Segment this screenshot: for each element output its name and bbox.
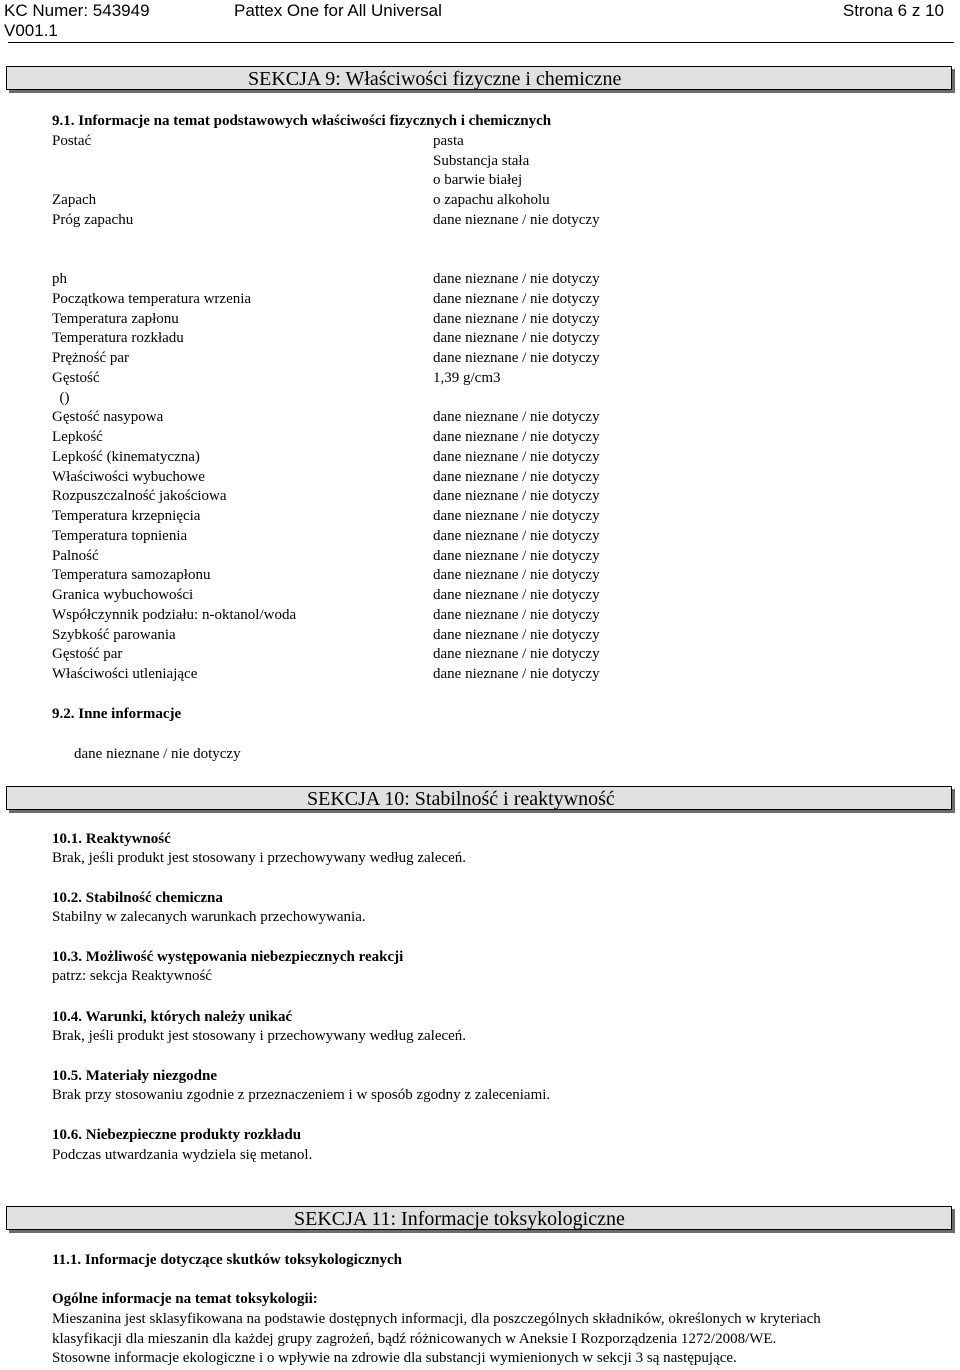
property-label: Początkowa temperatura wrzenia: [52, 290, 252, 307]
section10-2-heading: 10.2. Stabilność chemiczna: [52, 890, 223, 906]
form-label: Postać: [52, 133, 92, 149]
property-row: [52, 468, 952, 488]
section10-3-text: patrz: sekcja Reaktywność: [52, 968, 212, 984]
property-label: Temperatura topnienia: [52, 527, 188, 544]
section9-2-heading: 9.2. Inne informacje: [52, 706, 182, 722]
property-row: [52, 369, 952, 389]
property-row: [52, 665, 952, 685]
section10-1-text: Brak, jeśli produkt jest stosowany i przechowywany według zaleceń.: [52, 850, 467, 866]
property-value: dane nieznane / nie dotyczy: [433, 271, 600, 287]
odor-label: Zapach: [52, 192, 97, 208]
header-rule: [8, 42, 954, 43]
property-label: Granica wybuchowości: [52, 587, 194, 603]
property-label: Temperatura rozkładu: [52, 330, 184, 347]
section9-2-text: dane nieznane / nie dotyczy: [74, 746, 241, 762]
property-row: [52, 586, 952, 606]
property-row: [52, 349, 952, 369]
property-label: Rozpuszczalność jakościowa: [52, 488, 227, 505]
property-row: [52, 428, 952, 448]
toxicology-general-heading: Ogólne informacje na temat toksykologii:: [52, 1291, 318, 1307]
version: V001.1: [4, 21, 58, 40]
section11-title: SEKCJA 11: Informacje toksykologiczne: [294, 1208, 625, 1230]
odor-threshold-label: Próg zapachu: [52, 212, 134, 228]
property-value: dane nieznane / nie dotyczy: [433, 666, 600, 682]
property-value: 1,39 g/cm3: [433, 369, 501, 386]
section9-title: SEKCJA 9: Właściwości fizyczne i chemiczne: [248, 68, 622, 90]
property-row: [52, 310, 952, 330]
toxicology-text-line: Stosowne informacje ekologiczne i o wpływie na zdrowie dla substancji wymienionych w sekcji 3 są następujące.: [52, 1350, 737, 1366]
product-name: Pattex One for All Universal: [234, 1, 442, 20]
section10-6-text: Podczas utwardzania wydziela się metanol.: [52, 1147, 313, 1163]
property-label: Gęstość nasypowa: [52, 409, 164, 426]
property-value: dane nieznane / nie dotyczy: [433, 606, 600, 623]
property-value: dane nieznane / nie dotyczy: [433, 409, 600, 426]
section10-4-text: Brak, jeśli produkt jest stosowany i przechowywany według zaleceń.: [52, 1028, 467, 1044]
property-row: [52, 448, 952, 468]
section10-5-text: Brak przy stosowaniu zgodnie z przeznaczeniem i w sposób zgodny z zaleceniami.: [52, 1087, 551, 1103]
property-label: Lepkość: [52, 429, 103, 445]
property-value: dane nieznane / nie dotyczy: [433, 310, 600, 327]
odor-threshold-value: dane nieznane / nie dotyczy: [433, 212, 600, 228]
property-value: dane nieznane / nie dotyczy: [433, 567, 600, 584]
property-row: [52, 527, 952, 547]
property-label: Szybkość parowania: [52, 626, 176, 643]
property-row: [52, 408, 952, 428]
section10-3-heading: 10.3. Możliwość występowania niebezpiecznych reakcji: [52, 949, 404, 965]
properties-list: [52, 270, 952, 685]
form-value: Substancja stała: [433, 153, 530, 169]
section10-2-text: Stabilny w zalecanych warunkach przechowywania.: [52, 909, 366, 925]
property-label: Gęstość: [52, 369, 100, 386]
property-label: Temperatura zapłonu: [52, 310, 179, 327]
property-row: [52, 547, 952, 567]
section10-1-heading: 10.1. Reaktywność: [52, 831, 171, 847]
section9-1-heading: 9.1. Informacje na temat podstawowych właściwości fizycznych i chemicznych: [52, 113, 552, 129]
property-value: dane nieznane / nie dotyczy: [433, 547, 600, 564]
property-row: [52, 270, 952, 290]
property-value: dane nieznane / nie dotyczy: [433, 468, 600, 485]
property-label: ph: [52, 271, 67, 287]
property-row: [52, 645, 952, 665]
toxicology-text-line: klasyfikacji dla mieszanin dla każdej grupy zagrożeń, bądź różnicowanych w Aneksie I Rozporządzenia 1272/2008/WE.: [52, 1331, 777, 1347]
section10-title: SEKCJA 10: Stabilność i reaktywność: [307, 788, 615, 810]
section10-4-heading: 10.4. Warunki, których należy unikać: [52, 1009, 293, 1025]
page-number: Strona 6 z 10: [842, 1, 944, 20]
property-label: Prężność par: [52, 350, 130, 366]
property-label: Gęstość par: [52, 646, 123, 663]
toxicology-text-line: Mieszanina jest sklasyfikowana na podstawie dostępnych informacji, dla poszczególnych składników, określonych w kryteriach: [52, 1311, 821, 1327]
property-label: Współczynnik podziału: n-oktanol/woda: [52, 606, 297, 623]
kc-number: KC Numer: 543949: [4, 1, 150, 20]
property-row: [52, 606, 952, 626]
section10-6-heading: 10.6. Niebezpieczne produkty rozkładu: [52, 1127, 302, 1143]
property-row: [52, 329, 952, 349]
property-value: dane nieznane / nie dotyczy: [433, 646, 600, 663]
property-label: Temperatura samozapłonu: [52, 567, 211, 584]
property-label: Właściwości utleniające: [52, 666, 198, 682]
property-row: [52, 389, 952, 409]
property-row: [52, 487, 952, 507]
property-value: dane nieznane / nie dotyczy: [433, 508, 600, 524]
property-value: dane nieznane / nie dotyczy: [433, 527, 600, 544]
form-value: pasta: [433, 133, 464, 149]
form-value: o barwie białej: [433, 172, 523, 188]
property-row: [52, 566, 952, 586]
section11-1-heading: 11.1. Informacje dotyczące skutków toksykologicznych: [52, 1252, 402, 1268]
property-value: dane nieznane / nie dotyczy: [433, 350, 600, 366]
property-value: dane nieznane / nie dotyczy: [433, 448, 600, 465]
property-label: Palność: [52, 547, 99, 564]
property-value: dane nieznane / nie dotyczy: [433, 488, 600, 505]
property-label: Lepkość (kinematyczna): [52, 448, 200, 465]
property-value: dane nieznane / nie dotyczy: [433, 330, 600, 347]
property-row: [52, 507, 952, 527]
property-label: Temperatura krzepnięcia: [52, 508, 201, 524]
property-row: [52, 290, 952, 310]
property-label: (): [52, 389, 70, 406]
property-row: [52, 626, 952, 646]
odor-value: o zapachu alkoholu: [433, 192, 550, 208]
property-value: dane nieznane / nie dotyczy: [433, 290, 600, 307]
property-value: dane nieznane / nie dotyczy: [433, 626, 600, 643]
property-value: dane nieznane / nie dotyczy: [433, 587, 600, 603]
property-label: Właściwości wybuchowe: [52, 468, 205, 485]
section10-5-heading: 10.5. Materiały niezgodne: [52, 1068, 217, 1084]
property-value: dane nieznane / nie dotyczy: [433, 429, 600, 445]
